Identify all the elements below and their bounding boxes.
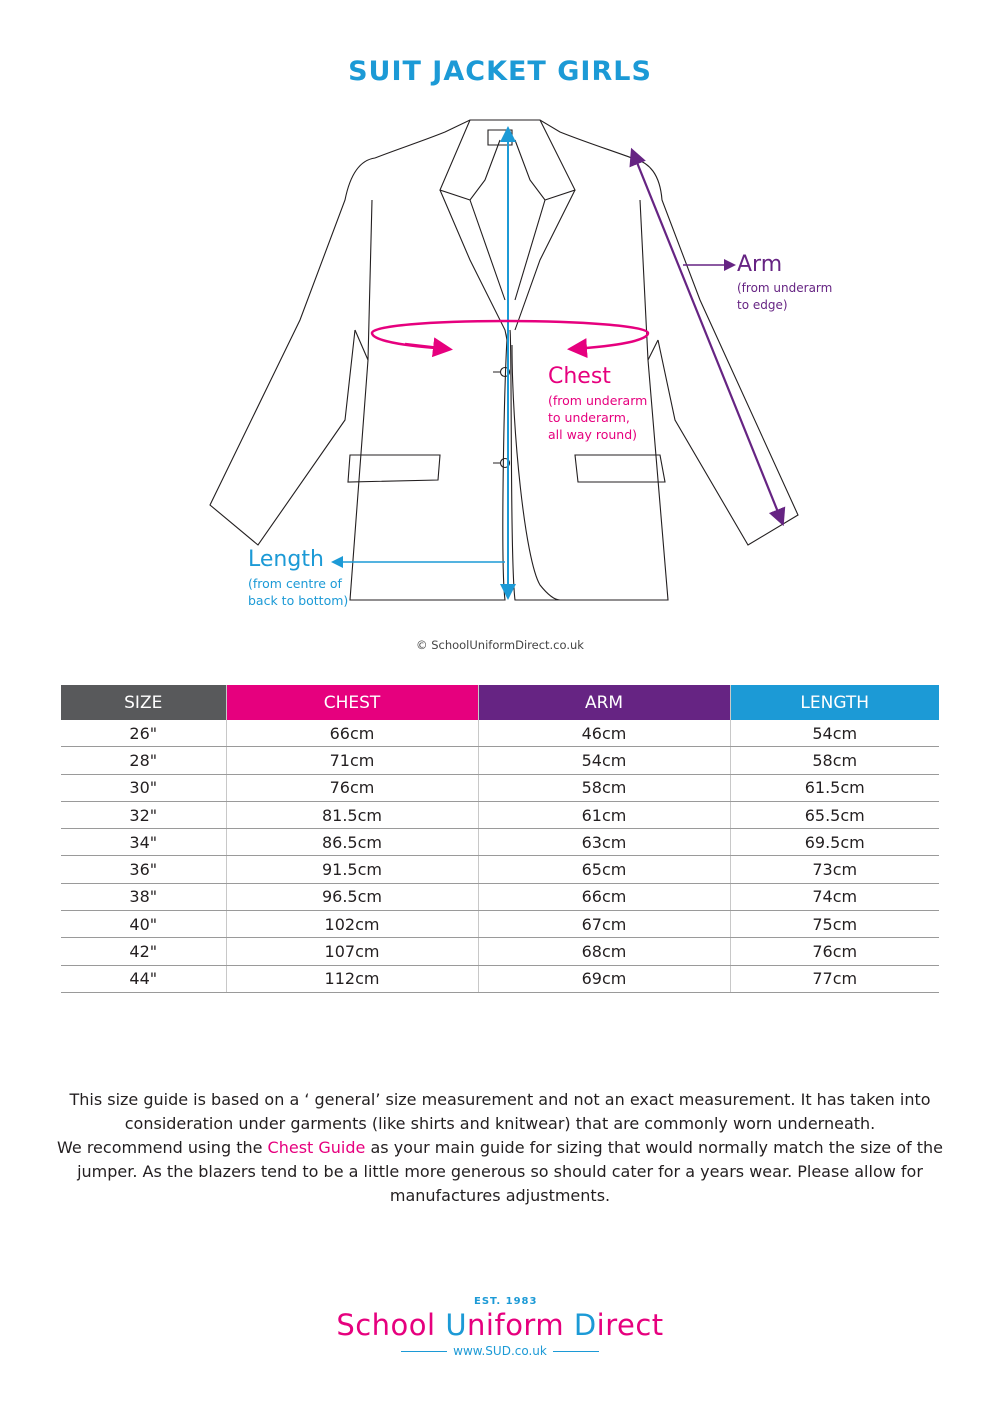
logo-wordmark: School Uniform Direct — [336, 1308, 664, 1342]
table-row — [61, 747, 939, 774]
table-row — [61, 856, 939, 883]
table-row — [61, 938, 939, 965]
cell-length: 75cm — [730, 911, 939, 938]
cell-arm: 46cm — [478, 720, 730, 747]
arm-label: Arm (from underarm to edge) — [737, 252, 833, 312]
table-row — [61, 720, 939, 747]
length-label: Length (from centre of back to bottom) — [248, 547, 349, 608]
cell-size: 40" — [61, 911, 226, 938]
page-title: SUIT JACKET GIRLS — [348, 56, 652, 87]
cell-size: 30" — [61, 774, 226, 801]
size-guide-note — [56, 1088, 944, 1208]
cell-size: 32" — [61, 801, 226, 828]
table-row — [61, 883, 939, 910]
cell-arm: 58cm — [478, 774, 730, 801]
cell-length: 77cm — [730, 965, 939, 992]
note-paragraph-1: This size guide is based on a ‘ general’ size measurement and not an exact measurement. It has taken into consideration under garments (like shirts and knitwear) that are commonly worn underneath. — [69, 1090, 931, 1133]
size-table — [61, 685, 939, 993]
header-arm: ARM — [478, 685, 730, 720]
table-row — [61, 801, 939, 828]
jacket-diagram — [0, 0, 1000, 680]
cell-size: 38" — [61, 883, 226, 910]
header-size: SIZE — [61, 685, 226, 720]
cell-arm: 61cm — [478, 801, 730, 828]
table-row — [61, 965, 939, 992]
cell-length: 54cm — [730, 720, 939, 747]
logo-est: EST. 1983 — [474, 1296, 538, 1307]
cell-length: 61.5cm — [730, 774, 939, 801]
cell-arm: 68cm — [478, 938, 730, 965]
table-row — [61, 911, 939, 938]
table-row — [61, 774, 939, 801]
cell-length: 76cm — [730, 938, 939, 965]
copyright-text: © SchoolUniformDirect.co.uk — [416, 638, 584, 652]
chest-label: Chest (from underarm to underarm, all way round) — [548, 364, 648, 442]
cell-length: 74cm — [730, 883, 939, 910]
cell-length: 73cm — [730, 856, 939, 883]
cell-chest: 91.5cm — [226, 856, 478, 883]
cell-arm: 63cm — [478, 829, 730, 856]
cell-size: 26" — [61, 720, 226, 747]
cell-arm: 54cm — [478, 747, 730, 774]
cell-size: 42" — [61, 938, 226, 965]
header-chest: CHEST — [226, 685, 478, 720]
cell-chest: 71cm — [226, 747, 478, 774]
cell-chest: 66cm — [226, 720, 478, 747]
cell-length: 69.5cm — [730, 829, 939, 856]
cell-chest: 81.5cm — [226, 801, 478, 828]
cell-chest: 102cm — [226, 911, 478, 938]
table-row — [61, 829, 939, 856]
cell-chest: 96.5cm — [226, 883, 478, 910]
cell-size: 34" — [61, 829, 226, 856]
header-length: LENGTH — [730, 685, 939, 720]
note-paragraph-2: We recommend using the Chest Guide as your main guide for sizing that would normally match the size of the jumper. As the blazers tend to be a little more generous so should cater for a years wear. Please allow for manufactures adjustments. — [57, 1138, 943, 1205]
table-header-row — [61, 685, 939, 720]
jacket-outline — [210, 120, 798, 600]
cell-arm: 65cm — [478, 856, 730, 883]
brand-logo — [0, 1296, 1000, 1366]
cell-chest: 76cm — [226, 774, 478, 801]
cell-size: 28" — [61, 747, 226, 774]
cell-chest: 86.5cm — [226, 829, 478, 856]
logo-website: www.SUD.co.uk — [0, 1344, 1000, 1358]
cell-chest: 107cm — [226, 938, 478, 965]
cell-length: 58cm — [730, 747, 939, 774]
cell-size: 44" — [61, 965, 226, 992]
cell-arm: 67cm — [478, 911, 730, 938]
cell-arm: 66cm — [478, 883, 730, 910]
cell-size: 36" — [61, 856, 226, 883]
cell-arm: 69cm — [478, 965, 730, 992]
cell-length: 65.5cm — [730, 801, 939, 828]
cell-chest: 112cm — [226, 965, 478, 992]
chest-guide-highlight: Chest Guide — [267, 1138, 366, 1157]
